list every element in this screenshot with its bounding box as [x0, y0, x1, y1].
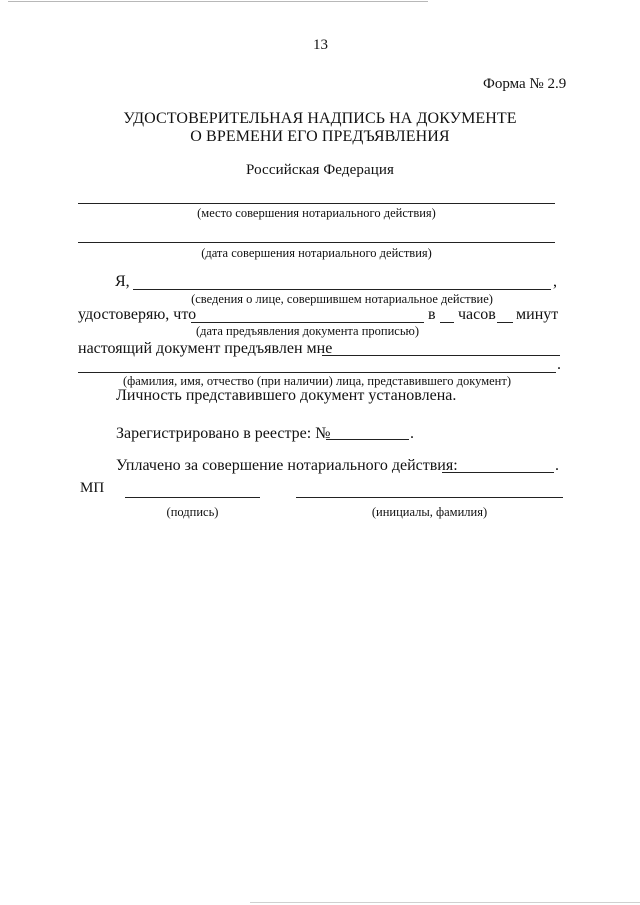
registry-number-line[interactable]: [326, 439, 409, 440]
minutes-field-line[interactable]: [497, 322, 513, 323]
registered-label: Зарегистрировано в реестре: №: [116, 425, 331, 442]
presenter-period: .: [557, 356, 561, 373]
paid-period: .: [555, 457, 559, 474]
v-label: в: [428, 306, 436, 323]
country-name: Российская Федерация: [246, 162, 394, 178]
paid-amount-line[interactable]: [442, 472, 554, 473]
identity-established-text: Личность представившего документ установлена.: [116, 387, 457, 404]
date-caption: (дата совершения нотариального действия): [201, 246, 432, 260]
hours-field-line[interactable]: [440, 322, 454, 323]
document-title-line2: О ВРЕМЕНИ ЕГО ПРЕДЪЯВЛЕНИЯ: [190, 128, 450, 145]
certify-label: удостоверяю, что: [78, 306, 197, 323]
notary-field-line[interactable]: [133, 289, 551, 290]
place-caption: (место совершения нотариального действия): [197, 206, 436, 220]
name-line[interactable]: [296, 497, 563, 498]
notary-comma: ,: [553, 273, 557, 290]
scan-edge-top: [8, 1, 428, 2]
notary-caption: (сведения о лице, совершившем нотариальное действие): [191, 292, 493, 306]
registry-period: .: [410, 425, 414, 442]
signature-caption: (подпись): [166, 505, 219, 519]
ya-label: Я,: [115, 273, 130, 290]
presenter-field-line-1[interactable]: [322, 355, 560, 356]
place-field-line[interactable]: [78, 203, 555, 204]
page-number: 13: [313, 37, 328, 53]
presentation-date-caption: (дата предъявления документа прописью): [195, 324, 420, 338]
form-number: Форма № 2.9: [483, 76, 567, 92]
presenter-caption: (фамилия, имя, отчество (при наличии) лица, представившего документ): [122, 374, 511, 388]
name-caption: (инициалы, фамилия): [371, 505, 488, 519]
presented-label: настоящий документ предъявлен мне: [78, 340, 333, 357]
seal-label: МП: [80, 480, 105, 496]
hours-label: часов: [458, 306, 496, 323]
signature-line[interactable]: [125, 497, 260, 498]
date-field-line[interactable]: [78, 242, 555, 243]
scan-edge-bottom: [250, 902, 640, 903]
document-title-line1: УДОСТОВЕРИТЕЛЬНАЯ НАДПИСЬ НА ДОКУМЕНТЕ: [123, 110, 517, 127]
presenter-field-line-2[interactable]: [78, 372, 556, 373]
paid-label: Уплачено за совершение нотариального действия:: [116, 457, 458, 474]
minutes-label: минут: [516, 306, 559, 323]
presentation-date-line[interactable]: [191, 322, 424, 323]
